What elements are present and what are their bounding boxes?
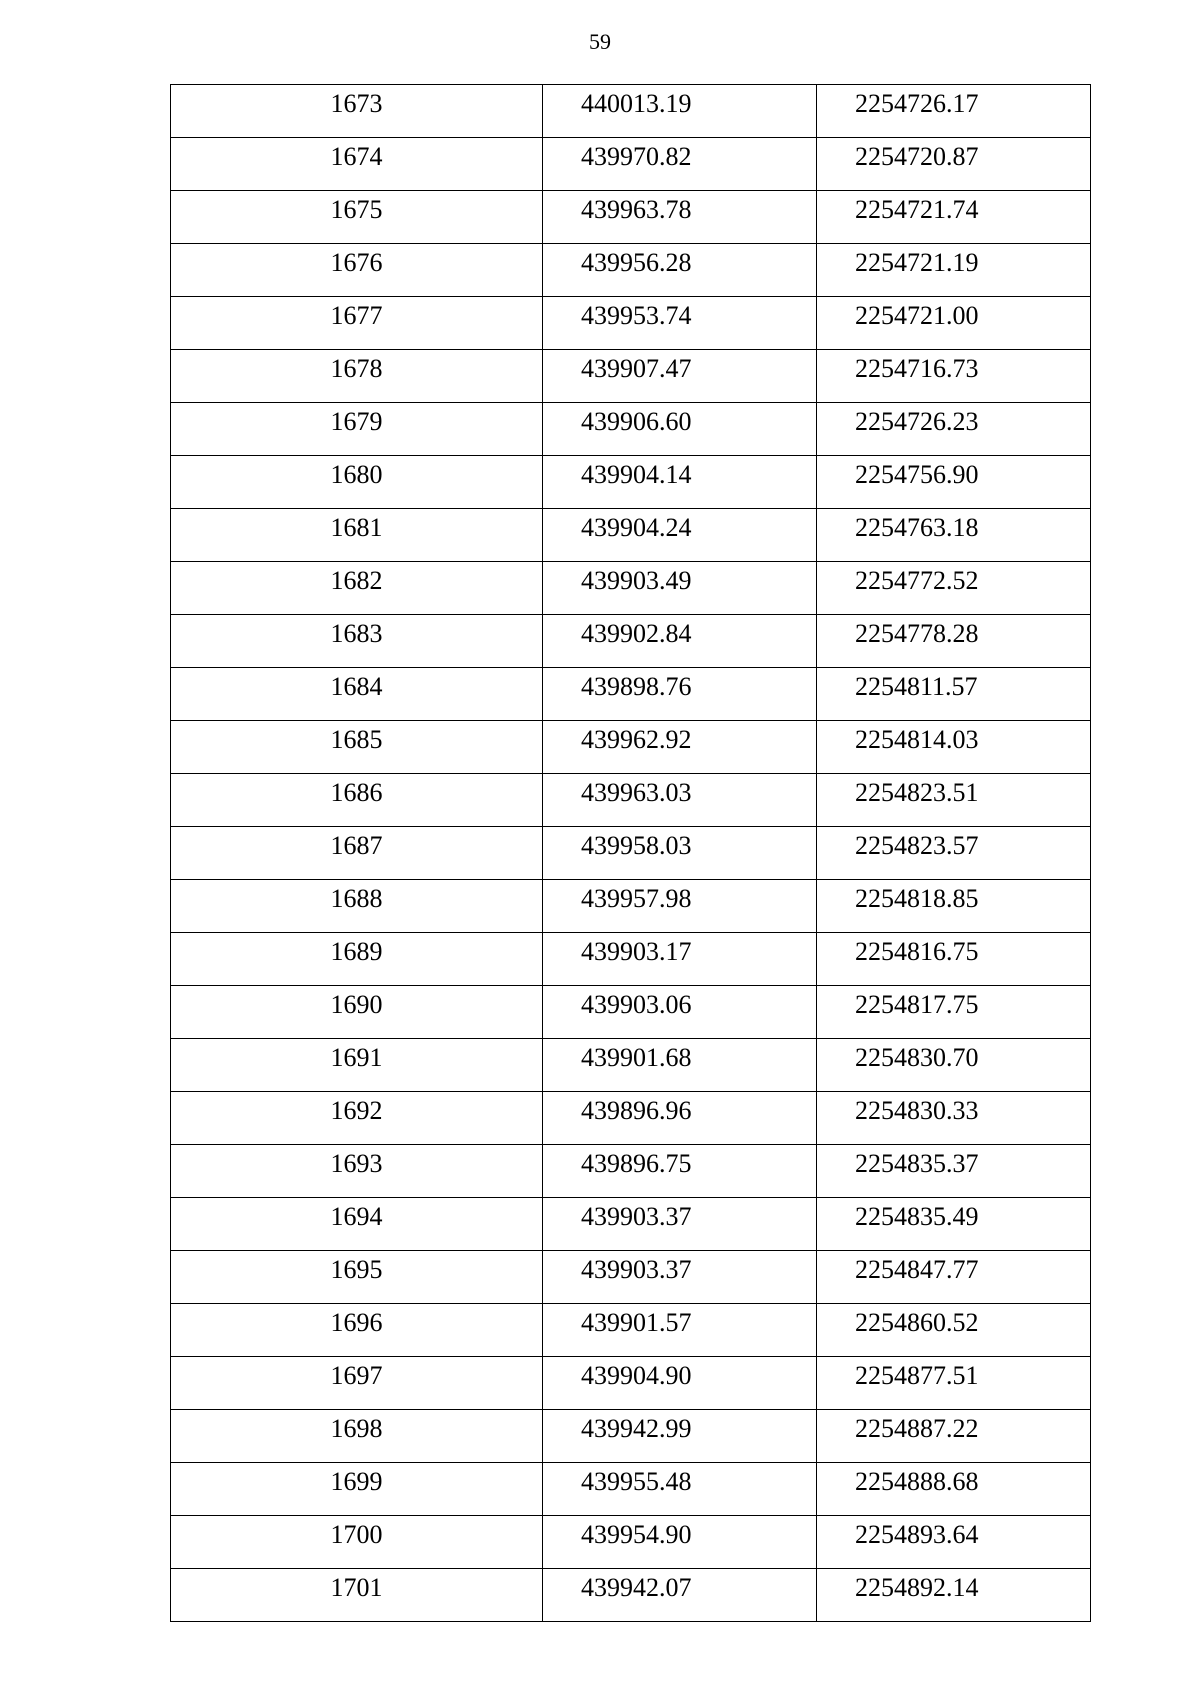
- coordinates-table-body: [171, 85, 1091, 1622]
- x-coordinate-cell: 439904.14: [543, 456, 817, 509]
- point-number-cell: 1682: [171, 562, 543, 615]
- point-number-cell: 1687: [171, 827, 543, 880]
- x-coordinate-cell: 439958.03: [543, 827, 817, 880]
- point-number-cell: 1697: [171, 1357, 543, 1410]
- point-number-cell: 1694: [171, 1198, 543, 1251]
- y-coordinate-cell: 2254847.77: [817, 1251, 1091, 1304]
- table-row: [171, 1251, 1091, 1304]
- table-row: [171, 1304, 1091, 1357]
- table-row: [171, 509, 1091, 562]
- x-coordinate-cell: 439896.75: [543, 1145, 817, 1198]
- table-row: [171, 1569, 1091, 1622]
- x-coordinate-cell: 439907.47: [543, 350, 817, 403]
- coordinates-table: [170, 84, 1091, 1622]
- x-coordinate-cell: 439962.92: [543, 721, 817, 774]
- point-number-cell: 1690: [171, 986, 543, 1039]
- table-row: [171, 297, 1091, 350]
- table-row: [171, 1039, 1091, 1092]
- y-coordinate-cell: 2254721.00: [817, 297, 1091, 350]
- x-coordinate-cell: 439903.37: [543, 1251, 817, 1304]
- table-row: [171, 827, 1091, 880]
- y-coordinate-cell: 2254816.75: [817, 933, 1091, 986]
- x-coordinate-cell: 439970.82: [543, 138, 817, 191]
- x-coordinate-cell: 439898.76: [543, 668, 817, 721]
- point-number-cell: 1673: [171, 85, 543, 138]
- y-coordinate-cell: 2254772.52: [817, 562, 1091, 615]
- point-number-cell: 1685: [171, 721, 543, 774]
- x-coordinate-cell: 439953.74: [543, 297, 817, 350]
- y-coordinate-cell: 2254887.22: [817, 1410, 1091, 1463]
- point-number-cell: 1691: [171, 1039, 543, 1092]
- x-coordinate-cell: 439906.60: [543, 403, 817, 456]
- point-number-cell: 1699: [171, 1463, 543, 1516]
- y-coordinate-cell: 2254818.85: [817, 880, 1091, 933]
- x-coordinate-cell: 439903.37: [543, 1198, 817, 1251]
- table-row: [171, 774, 1091, 827]
- point-number-cell: 1688: [171, 880, 543, 933]
- table-row: [171, 1145, 1091, 1198]
- point-number-cell: 1681: [171, 509, 543, 562]
- x-coordinate-cell: 440013.19: [543, 85, 817, 138]
- point-number-cell: 1686: [171, 774, 543, 827]
- x-coordinate-cell: 439903.06: [543, 986, 817, 1039]
- table-row: [171, 244, 1091, 297]
- y-coordinate-cell: 2254716.73: [817, 350, 1091, 403]
- table-row: [171, 1516, 1091, 1569]
- point-number-cell: 1676: [171, 244, 543, 297]
- x-coordinate-cell: 439901.57: [543, 1304, 817, 1357]
- table-row: [171, 1463, 1091, 1516]
- table-row: [171, 191, 1091, 244]
- y-coordinate-cell: 2254893.64: [817, 1516, 1091, 1569]
- x-coordinate-cell: 439903.49: [543, 562, 817, 615]
- x-coordinate-cell: 439904.90: [543, 1357, 817, 1410]
- y-coordinate-cell: 2254877.51: [817, 1357, 1091, 1410]
- table-row: [171, 1198, 1091, 1251]
- y-coordinate-cell: 2254763.18: [817, 509, 1091, 562]
- y-coordinate-cell: 2254830.70: [817, 1039, 1091, 1092]
- table-row: [171, 1410, 1091, 1463]
- x-coordinate-cell: 439963.03: [543, 774, 817, 827]
- point-number-cell: 1695: [171, 1251, 543, 1304]
- y-coordinate-cell: 2254860.52: [817, 1304, 1091, 1357]
- table-row: [171, 880, 1091, 933]
- table-row: [171, 668, 1091, 721]
- x-coordinate-cell: 439942.07: [543, 1569, 817, 1622]
- point-number-cell: 1679: [171, 403, 543, 456]
- x-coordinate-cell: 439956.28: [543, 244, 817, 297]
- x-coordinate-cell: 439954.90: [543, 1516, 817, 1569]
- y-coordinate-cell: 2254756.90: [817, 456, 1091, 509]
- y-coordinate-cell: 2254726.23: [817, 403, 1091, 456]
- y-coordinate-cell: 2254778.28: [817, 615, 1091, 668]
- table-row: [171, 615, 1091, 668]
- point-number-cell: 1684: [171, 668, 543, 721]
- table-row: [171, 721, 1091, 774]
- table-row: [171, 350, 1091, 403]
- point-number-cell: 1696: [171, 1304, 543, 1357]
- x-coordinate-cell: 439955.48: [543, 1463, 817, 1516]
- page-number: 59: [589, 29, 611, 54]
- point-number-cell: 1701: [171, 1569, 543, 1622]
- y-coordinate-cell: 2254811.57: [817, 668, 1091, 721]
- x-coordinate-cell: 439902.84: [543, 615, 817, 668]
- y-coordinate-cell: 2254892.14: [817, 1569, 1091, 1622]
- y-coordinate-cell: 2254835.49: [817, 1198, 1091, 1251]
- point-number-cell: 1680: [171, 456, 543, 509]
- table-row: [171, 1092, 1091, 1145]
- table-row: [171, 403, 1091, 456]
- table-row: [171, 456, 1091, 509]
- y-coordinate-cell: 2254835.37: [817, 1145, 1091, 1198]
- x-coordinate-cell: 439904.24: [543, 509, 817, 562]
- point-number-cell: 1693: [171, 1145, 543, 1198]
- table-row: [171, 562, 1091, 615]
- table-row: [171, 933, 1091, 986]
- point-number-cell: 1675: [171, 191, 543, 244]
- y-coordinate-cell: 2254721.74: [817, 191, 1091, 244]
- point-number-cell: 1678: [171, 350, 543, 403]
- y-coordinate-cell: 2254721.19: [817, 244, 1091, 297]
- x-coordinate-cell: 439896.96: [543, 1092, 817, 1145]
- point-number-cell: 1692: [171, 1092, 543, 1145]
- table-row: [171, 986, 1091, 1039]
- x-coordinate-cell: 439963.78: [543, 191, 817, 244]
- point-number-cell: 1689: [171, 933, 543, 986]
- y-coordinate-cell: 2254726.17: [817, 85, 1091, 138]
- table-row: [171, 1357, 1091, 1410]
- point-number-cell: 1674: [171, 138, 543, 191]
- point-number-cell: 1677: [171, 297, 543, 350]
- table-row: [171, 85, 1091, 138]
- y-coordinate-cell: 2254888.68: [817, 1463, 1091, 1516]
- y-coordinate-cell: 2254817.75: [817, 986, 1091, 1039]
- point-number-cell: 1698: [171, 1410, 543, 1463]
- y-coordinate-cell: 2254830.33: [817, 1092, 1091, 1145]
- x-coordinate-cell: 439957.98: [543, 880, 817, 933]
- table-row: [171, 138, 1091, 191]
- point-number-cell: 1700: [171, 1516, 543, 1569]
- y-coordinate-cell: 2254823.57: [817, 827, 1091, 880]
- y-coordinate-cell: 2254720.87: [817, 138, 1091, 191]
- y-coordinate-cell: 2254814.03: [817, 721, 1091, 774]
- x-coordinate-cell: 439903.17: [543, 933, 817, 986]
- x-coordinate-cell: 439942.99: [543, 1410, 817, 1463]
- y-coordinate-cell: 2254823.51: [817, 774, 1091, 827]
- x-coordinate-cell: 439901.68: [543, 1039, 817, 1092]
- point-number-cell: 1683: [171, 615, 543, 668]
